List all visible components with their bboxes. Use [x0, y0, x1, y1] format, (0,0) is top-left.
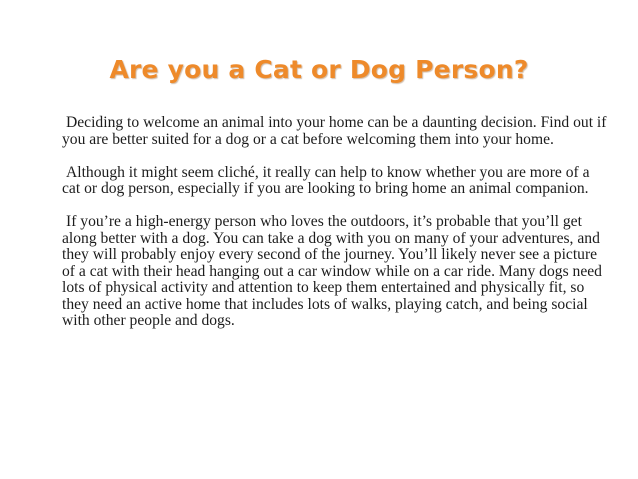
slide-title: Are you a Cat or Dog Person?	[109, 55, 529, 84]
paragraph-dog-person: If you’re a high-energy person who loves the outdoors, it’s probable that you’ll get along better with a dog. You can take a dog with you on many of your adventures, and they will probably enjoy every second of the journey. You’ll likely never see a picture of a cat with their head hanging out a car window while on a car ride. Many dogs need lots of physical activity and attention to keep them entertained and physically fit, so they need an active home that includes lots of walks, playing catch, and being social with other people and dogs.	[62, 213, 602, 329]
slide-body	[62, 115, 610, 346]
paragraph-intro: Deciding to welcome an animal into your home can be a daunting decision. Find out if you are better suited for a dog or a cat before welcoming them into your home.	[62, 114, 607, 148]
paragraph-cliche: Although it might seem cliché, it really can help to know whether you are more of a cat or dog person, especially if you are looking to bring home an animal companion.	[62, 163, 590, 197]
